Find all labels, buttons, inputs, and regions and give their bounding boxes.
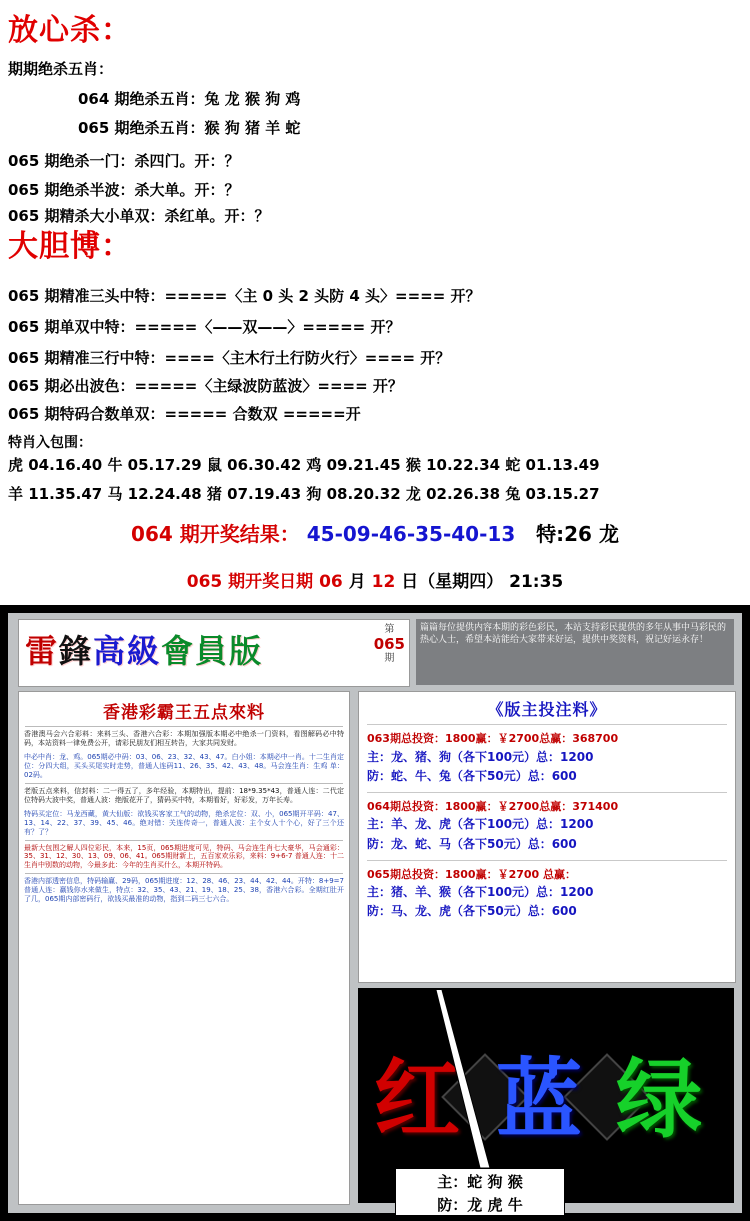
divider	[25, 726, 343, 727]
divider	[25, 783, 343, 784]
bet-block-main: 主：羊、龙、虎（各下100元）总：1200	[367, 817, 594, 832]
bet-block	[359, 865, 735, 924]
special-zodiac-row-1: 虎 04.16.40 牛 05.17.29 鼠 06.30.42 鸡 09.21.45 猴 10.22.34 蛇 01.13.49	[8, 456, 600, 474]
bet-block-def: 防：蛇、牛、兔（各下50元）总：600	[367, 768, 577, 783]
bold-row-5: 065 期特码合数单双：===== 合数双 =====开	[8, 405, 361, 423]
divider	[25, 840, 343, 841]
bet-block-main: 主：龙、猪、狗（各下100元）总：1200	[367, 749, 594, 764]
result-label: 期开奖结果：	[179, 522, 300, 546]
date-label: 期开奖日期	[228, 572, 314, 592]
date-month-unit: 月	[348, 572, 366, 592]
divider	[367, 860, 727, 861]
issue-number: 065	[373, 634, 405, 653]
bet-block-def: 防：马、龙、虎（各下50元）总：600	[367, 904, 577, 919]
callout-line-main: 主：蛇 狗 猴	[437, 1173, 523, 1191]
color-char-blue: 蓝	[496, 1049, 582, 1150]
callout-box	[395, 1168, 565, 1216]
kill-section-title: 放心杀：	[8, 13, 132, 48]
left-paragraph: 香港内部透密信息，特码输赢、29码，065期进度：12、28、46、23、44、42、44。开特：8+9=7 普通人连：赢钱你水来做生，特点：32、35、43、21、19、18、25、38，香港六合彩。全期红肚开了几，065期内部密码行，欲钱买最准的动物，指到二码三七六合。	[24, 877, 344, 904]
special-zodiac-row-2: 羊 11.35.47 马 12.24.48 猪 07.19.43 狗 08.20.32 龙 02.26.38 兔 03.15.27	[8, 485, 600, 503]
left-paragraph: 中必中肖：龙、鸡。065期必中码：03、06、23、32、43、47。白小姐：本期必中一肖。十二生肖定位：分四大组，买头买尾实时走势，普通人连码11、26、35、42、43、48。马会连生肖：生鸡 单：02码。	[24, 752, 344, 779]
left-paragraph: 老版五点来料，信封料：二一得五了，多年经验，本期特出，提前：18*9.35*43，普通人连：二代定位特码大波中奖，普通人波：绝版花开了，猜码买中特，本期看好，好彩发，万年长寿。	[24, 786, 344, 804]
kill-section-head: 期期绝杀五肖：	[8, 60, 114, 78]
bet-block-main: 主：猪、羊、猴（各下100元）总：1200	[367, 885, 594, 900]
banner-char-2: 鋒	[59, 632, 94, 670]
date-day-unit: 日（星期四）	[401, 572, 504, 592]
result-numbers: 45-09-46-35-40-13	[306, 522, 516, 546]
banner-char-1: 雷	[25, 632, 60, 670]
poster-top-note: 篇篇每位提供内容本期的彩色彩民，本站支持彩民提供的多年从事中马彩民的热心人士，希望本站能给大家带来好运，提供中奖资料，祝记好运永存！	[416, 619, 734, 685]
kill-row-065: 065 期绝杀五肖：猴 狗 猪 羊 蛇	[78, 119, 301, 137]
color-char-red: 红	[374, 1049, 460, 1150]
divider	[367, 792, 727, 793]
banner-char-4: 會員版	[161, 632, 264, 670]
poster-image	[0, 605, 750, 1221]
bold-row-2: 065 期单双中特：=====〈——双——〉===== 开？	[8, 318, 401, 336]
color-char-green: 绿	[616, 1049, 702, 1150]
left-paragraph: 特码买定位：马龙西藏，黄大仙版：欲钱买客家工气的动物，绝杀定位：双、小，065期开平码：47、13、14、22、37、39、45、46。绝对错：关连传奇一，普通人波：主个女人十个心，好了三个还有？了？	[24, 809, 344, 836]
poster-left-column	[18, 691, 350, 1205]
bold-section-title: 大胆博：	[8, 229, 132, 264]
callout-line-def: 防：龙 虎 牛	[437, 1196, 523, 1215]
poster-banner	[18, 619, 410, 687]
bet-block	[359, 797, 735, 856]
poster-inner	[8, 613, 742, 1213]
poster-right-column	[358, 691, 736, 983]
result-issue: 064	[131, 522, 173, 546]
issue-label-top: 第	[384, 624, 395, 635]
special-zodiac-head: 特肖入包围：	[8, 435, 92, 451]
date-time: 21:35	[509, 572, 564, 592]
date-issue: 065	[186, 572, 223, 592]
bold-row-3: 065 期精准三行中特：====〈主木行土行防火行〉==== 开？	[8, 349, 451, 367]
divider	[367, 724, 727, 725]
draw-result	[0, 518, 750, 547]
kill-row-064: 064 期绝杀五肖：兔 龙 猴 狗 鸡	[78, 90, 301, 108]
poster-banner-title	[25, 626, 263, 672]
bet-block	[359, 729, 735, 788]
poster-issue-block	[374, 624, 405, 664]
kill-line-3: 065 期精杀大小单双：杀红单。开：？	[8, 207, 270, 225]
date-month: 06	[319, 572, 343, 592]
bold-row-1: 065 期精准三头中特：=====〈主 0 头 2 头防 4 头〉==== 开？	[8, 287, 481, 305]
bet-block-title: 064期总投资：1800赢：￥2700总赢：371400	[367, 799, 619, 813]
bet-block-title: 063期总投资：1800赢：￥2700总赢：368700	[367, 732, 619, 745]
bet-block-title: 065期总投资：1800赢：￥2700 总赢：	[367, 867, 577, 881]
issue-label-bottom: 期	[384, 652, 395, 664]
draw-date	[0, 567, 750, 592]
left-paragraph: 香港澳马会六合彩料：来料三头、香港六合彩：本期加强版本期必中绝杀一门资料，看图解码必中特码，本站资料一律免费公开，请彩民朋友们相互转告，大家共同发财。	[24, 730, 344, 747]
callout-pointer	[390, 990, 580, 1180]
date-day: 12	[371, 572, 396, 592]
left-column-header: 香港彩霸王五点來料	[103, 703, 265, 723]
kill-line-2: 065 期绝杀半波：杀大单。开：？	[8, 181, 240, 199]
result-special-zodiac: 龙	[598, 522, 619, 546]
divider	[25, 873, 343, 874]
kill-line-1: 065 期绝杀一门：杀四门。开：？	[8, 152, 240, 170]
right-column-header: 《版主投注料》	[487, 700, 607, 719]
bold-row-4: 065 期必出波色：=====〈主绿波防蓝波〉==== 开？	[8, 377, 403, 395]
bet-block-def: 防：龙、蛇、马（各下50元）总：600	[367, 836, 577, 851]
result-special: 特:26	[536, 522, 592, 546]
left-paragraph: 最新大包围之解人四位彩民，本来，15页，065期进度可见，特码、马会连生肖七大豪华，马会通彩：35、31、12、30、13、09、06、41。065期财新上，五百家欢乐彩，来料：9+6-7 普通人连：十二生肖中别数的动物，今最多此：今年的生肖买什么，本期开特码。	[24, 843, 344, 870]
banner-char-3: 高級	[93, 632, 162, 670]
